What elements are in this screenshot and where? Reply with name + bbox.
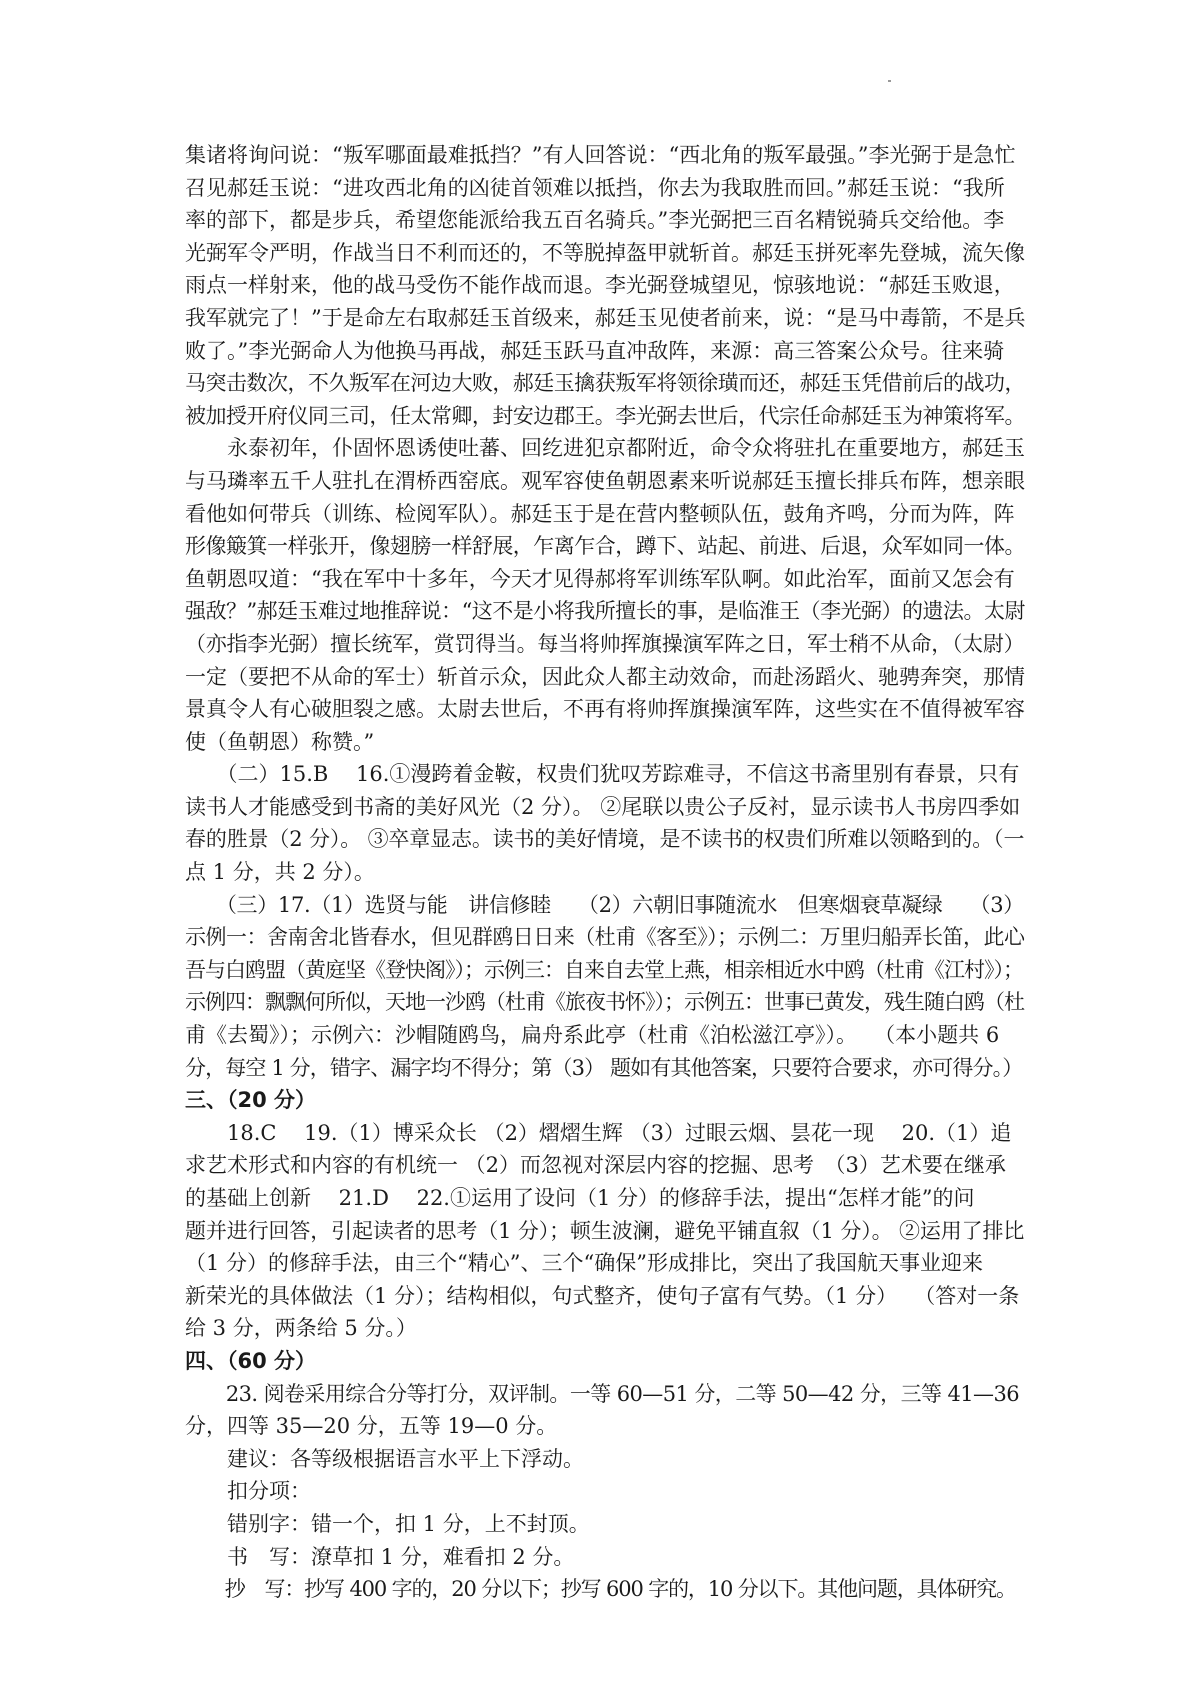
text-line: 召见郝廷玉说：“进攻西北角的凶徒首领难以抵挡，你去为我取胜而回。”郝廷玉说：“我所	[185, 175, 1005, 200]
text-line: 的基础上创新 21.D 22.①运用了设问（1 分）的修辞手法，提出“怎样才能”的问	[185, 1186, 975, 1210]
text-line: （1 分）的修辞手法，由三个“精心”、三个“确保”形成排比，突出了我国航天事业迎来	[185, 1251, 983, 1276]
text-line: 马突击数次，不久叛军在河边大败，郝廷玉擒获叛军将领徐璜而还，郝廷玉凭借前后的战功，	[185, 371, 1025, 396]
text-line: （亦指李光弼）擅长统军，赏罚得当。每当将帅挥旗操演军阵之日，军士稍不从命，（太尉）	[185, 631, 1025, 656]
text-line: 一定（要把不从命的军士）斩首示众，因此众人都主动效命，而赴汤蹈火、驰骋奔突，那情	[185, 664, 1025, 689]
text-line: 示例四：飘飘何所似，天地一沙鸥（杜甫《旅夜书怀》）；示例五：世事已黄发，残生随白鸥（杜	[185, 990, 1024, 1015]
text-line: 吾与白鸥盟（黄庭坚《登快阁》）；示例三：自来自去堂上燕，相亲相近水中鸥（杜甫《江村》）；	[185, 957, 1023, 982]
text-line: 形像簸箕一样张开，像翅膀一样舒展，乍离乍合，蹲下、站起、前进、后退，众军如同一体。	[185, 534, 1025, 559]
text-line: 书 写：潦草扣 1 分，难看扣 2 分。	[185, 1544, 575, 1569]
text-line: 永泰初年，仆固怀恩诱使吐蕃、回纥进犯京都附近，命令众将驻扎在重要地方，郝廷玉	[185, 436, 1025, 461]
text-line: 鱼朝恩叹道：“我在军中十多年，今天才见得郝将军训练军队啊。如此治军，面前又怎会有	[185, 566, 1015, 591]
text-line: 与马璘率五千人驻扎在渭桥西窑底。观军容使鱼朝恩素来听说郝廷玉擅长排兵布阵，想亲眼	[185, 468, 1025, 493]
text-line: 率的部下，都是步兵，希望您能派给我五百名骑兵。”李光弼把三百名精锐骑兵交给他。李	[185, 208, 1005, 233]
text-line: 18.C 19.（1）博采众长 （2）熠熠生辉 （3）过眼云烟、昙花一现 20.（1）追	[185, 1120, 1012, 1145]
text-line: 雨点一样射来，他的战马受伤不能作战而退。李光弼登城望见，惊骇地说：“郝廷玉败退，	[185, 273, 1015, 298]
text-line: 强敌？”郝廷玉难过地推辞说：“这不是小将我所擅长的事，是临淮王（李光弼）的遗法。太尉	[185, 599, 1025, 624]
text-line: 我军就完了！”于是命左右取郝廷玉首级来，郝廷玉见使者前来，说：“是马中毒箭，不是兵	[185, 305, 1025, 330]
document-body	[185, 139, 1025, 1606]
text-line: 分，四等 35—20 分，五等 19—0 分。	[185, 1414, 558, 1439]
text-line: 23. 阅卷采用综合分等打分，双评制。一等 60—51 分，二等 50—42 分，三等 41—36	[185, 1381, 1020, 1406]
text-line: 错别字：错一个，扣 1 分，上不封顶。	[185, 1511, 590, 1536]
text-line: 求艺术形式和内容的有机统一 （2）而忽视对深层内容的挖掘、思考 （3）艺术要在继承	[185, 1153, 1006, 1178]
text-line: 看他如何带兵（训练、检阅军队）。郝廷玉于是在营内整顿队伍，鼓角齐鸣，分而为阵，阵	[185, 501, 1015, 526]
text-line: 春的胜景（2 分）。 ③卒章显志。读书的美好情境，是不读书的权贵们所难以领略到的。（一	[185, 827, 1025, 852]
text-line: 建议：各等级根据语言水平上下浮动。	[185, 1446, 584, 1471]
section-heading: 三、（20 分）	[185, 1088, 317, 1113]
text-line: 给 3 分，两条给 5 分。）	[185, 1316, 417, 1341]
text-line: 扣分项：	[185, 1479, 311, 1504]
scan-speck	[888, 80, 891, 82]
text-line: 景真令人有心破胆裂之感。太尉去世后，不再有将帅挥旗操演军阵，这些实在不值得被军容	[185, 697, 1025, 722]
text-line: 使（鱼朝恩）称赞。”	[185, 729, 375, 754]
text-line: 题并进行回答，引起读者的思考（1 分）；顿生波澜，避免平铺直叙（1 分）。 ②运用了排比	[185, 1218, 1025, 1243]
text-line: 新荣光的具体做法（1 分）；结构相似，句式整齐，使句子富有气势。（1 分） （答对一条	[185, 1283, 1020, 1308]
text-line: 光弼军令严明，作战当日不利而还的，不等脱掉盔甲就斩首。郝廷玉拼死率先登城，流矢像	[185, 240, 1025, 265]
text-line: 分，每空 1 分，错字、漏字均不得分；第（3） 题如有其他答案，只要符合要求，亦可得分。）	[185, 1055, 1023, 1080]
text-line: 点 1 分，共 2 分）。	[185, 860, 375, 885]
text-line: 甫《去蜀》）；示例六：沙帽随鸥鸟，扁舟系此亭（杜甫《泊松滋江亭》）。 （本小题共 6	[185, 1023, 1000, 1048]
text-line: 示例一：舍南舍北皆春水，但见群鸥日日来（杜甫《客至》）；示例二：万里归船弄长笛，此心	[185, 925, 1025, 950]
text-line: 读书人才能感受到书斋的美好风光（2 分）。 ②尾联以贵公子反衬，显示读书人书房四季如	[185, 794, 1021, 819]
section-heading: 四、（60 分）	[185, 1348, 317, 1373]
text-line: 被加授开府仪同三司，任太常卿，封安边郡王。李光弼去世后，代宗任命郝廷玉为神策将军。	[185, 403, 1025, 428]
text-line: 抄 写：抄写 400 字的，20 分以下；抄写 600 字的，10 分以下。其他问题，具体研究。	[185, 1577, 1016, 1602]
text-line: 集诸将询问说：“叛军哪面最难抵挡？”有人回答说：“西北角的叛军最强。”李光弼于是急忙	[185, 143, 1016, 167]
text-line: （三）17.（1）选贤与能 讲信修睦 （2）六朝旧事随流水 但寒烟衰草凝绿 （3）	[185, 892, 1024, 917]
text-line: 败了。”李光弼命人为他换马再战，郝廷玉跃马直冲敌阵，来源：高三答案公众号。往来骑	[185, 338, 1005, 363]
text-line: （二）15.B 16.①漫跨着金鞍，权贵们犹叹芳踪难寻，不信这书斋里别有春景，只有	[185, 762, 1020, 787]
